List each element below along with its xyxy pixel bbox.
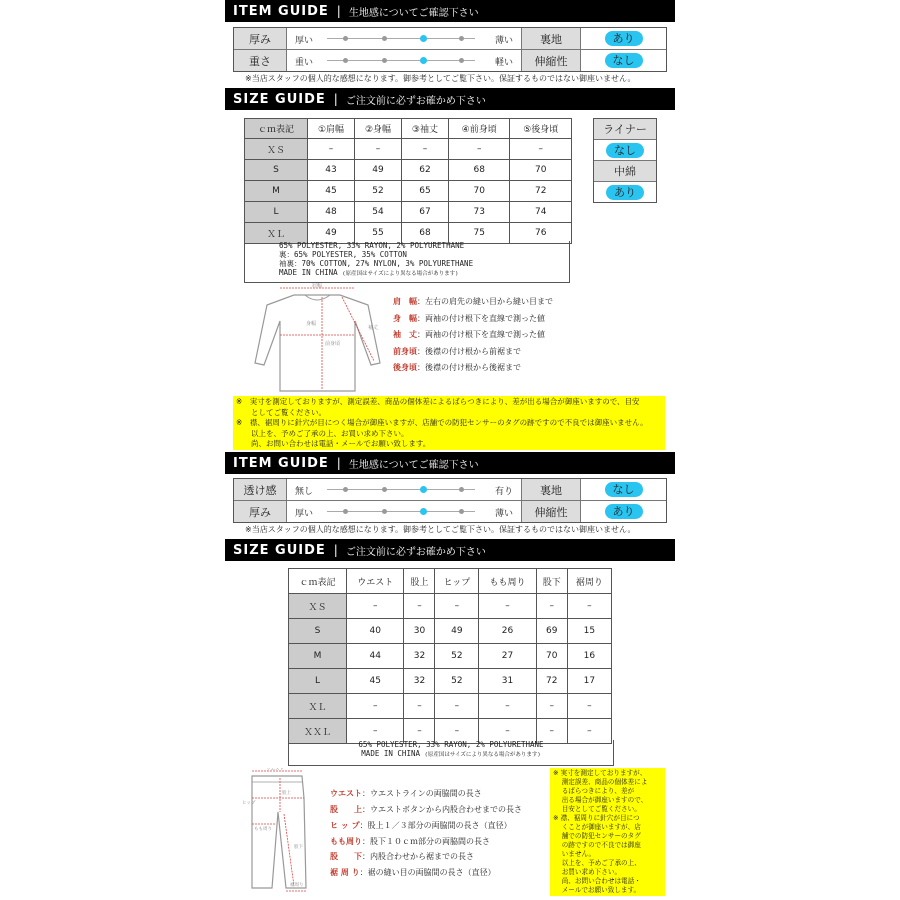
table-cell: 70 bbox=[510, 160, 572, 181]
table-cell: 67 bbox=[401, 202, 448, 223]
table-cell: 73 bbox=[448, 202, 510, 223]
table-cell: – bbox=[510, 139, 572, 160]
table-cell: – bbox=[401, 139, 448, 160]
scale-left-label: 無し bbox=[295, 487, 314, 497]
scale-dot bbox=[459, 36, 464, 41]
scale-line bbox=[327, 511, 475, 512]
item-guide-header-2 bbox=[225, 452, 675, 474]
scale-dot bbox=[343, 509, 348, 514]
caution-line: 以上を、予めご了承の上、お買い求め下さい。 bbox=[236, 428, 409, 438]
table-cell: 26 bbox=[479, 619, 536, 644]
bottom-size-table bbox=[288, 568, 612, 744]
size-guide-title: SIZE GUIDE bbox=[233, 91, 326, 107]
table-cell: 48 bbox=[308, 202, 355, 223]
table-cell: – bbox=[448, 139, 510, 160]
table-header-cell: ウエスト bbox=[347, 569, 404, 594]
table-cell: 45 bbox=[308, 181, 355, 202]
scale-right-label: 有り bbox=[494, 487, 513, 497]
caution-box bbox=[233, 396, 665, 450]
caution-line: ※ 実寸を測定しておりますが、 bbox=[553, 769, 647, 777]
header-separator: | bbox=[333, 543, 338, 557]
table-cell: – bbox=[479, 594, 536, 619]
size-label-cell: L bbox=[245, 202, 308, 223]
table-row bbox=[289, 594, 612, 619]
table-cell: 32 bbox=[404, 644, 435, 669]
size-label-cell: S bbox=[245, 160, 308, 181]
scale-dot bbox=[382, 509, 387, 514]
scale-dot bbox=[382, 36, 387, 41]
item-guide-header bbox=[225, 0, 675, 22]
legend-key: ウエスト bbox=[330, 789, 362, 798]
table-cell: 31 bbox=[479, 669, 536, 694]
table-cell: 52 bbox=[435, 669, 479, 694]
legend-item bbox=[330, 851, 474, 862]
table-cell: – bbox=[536, 594, 567, 619]
jacket-diagram bbox=[250, 283, 385, 395]
scale-dot bbox=[382, 487, 387, 492]
table-cell: 52 bbox=[435, 644, 479, 669]
guide-row bbox=[234, 50, 666, 71]
table-cell: 32 bbox=[404, 669, 435, 694]
scale-dot bbox=[343, 36, 348, 41]
table-cell: – bbox=[567, 719, 611, 744]
guide-scale bbox=[287, 50, 522, 71]
top-size-table bbox=[244, 118, 572, 244]
material-line bbox=[279, 268, 569, 279]
guide-row-label: 厚み bbox=[234, 501, 287, 522]
attr-value-cell bbox=[581, 28, 666, 49]
table-cell: – bbox=[567, 594, 611, 619]
table-header-cell: ｃｍ表記 bbox=[289, 569, 347, 594]
guide-row-label: 透け感 bbox=[234, 479, 287, 500]
size-label-cell: S bbox=[289, 619, 347, 644]
legend-item bbox=[393, 329, 545, 340]
padding-value-badge: あり bbox=[606, 185, 644, 200]
guide-row bbox=[234, 28, 666, 50]
table-cell: 70 bbox=[448, 181, 510, 202]
legend-item bbox=[330, 836, 490, 847]
caution-line: ※ 実寸を測定しておりますが、測定誤差、商品の個体差によるばらつきにより、差が出る場合が御座いますので、目安 bbox=[236, 397, 640, 406]
item-guide-title: ITEM GUIDE bbox=[233, 455, 329, 471]
legend-text: ：内股合わせから裾までの長さ bbox=[362, 852, 474, 861]
legend-key: 股 上 bbox=[330, 805, 362, 814]
table-cell: 15 bbox=[567, 619, 611, 644]
legend-text: ：後襟の付け根から後裾まで bbox=[417, 363, 521, 372]
table-header-row bbox=[245, 119, 572, 139]
table-cell: 65 bbox=[401, 181, 448, 202]
table-cell: 49 bbox=[308, 223, 355, 244]
inseam-label: 股下 bbox=[294, 845, 303, 850]
padding-label: 中綿 bbox=[594, 161, 656, 182]
caution-line: メールでお願い致します。 bbox=[553, 886, 641, 894]
scale-left-label: 厚い bbox=[295, 36, 314, 46]
hip-label: ヒップ bbox=[242, 801, 256, 806]
legend-item bbox=[330, 820, 512, 831]
table-cell: 70 bbox=[536, 644, 567, 669]
table-cell: 30 bbox=[404, 619, 435, 644]
origin-text: MADE IN CHINA bbox=[279, 268, 338, 277]
attr-value-badge: あり bbox=[605, 504, 643, 519]
table-cell: 68 bbox=[448, 160, 510, 181]
table-header-cell: 裾周り bbox=[567, 569, 611, 594]
table-cell: 54 bbox=[355, 202, 402, 223]
table-cell: 16 bbox=[567, 644, 611, 669]
legend-key: 袖 丈 bbox=[393, 330, 417, 339]
table-cell: 17 bbox=[567, 669, 611, 694]
table-cell: – bbox=[355, 139, 402, 160]
table-cell: 49 bbox=[355, 160, 402, 181]
legend-text: ：両袖の付け根下を直線で測った値 bbox=[417, 314, 545, 323]
caution-line: 尚、お問い合わせは電話・メールでお願い致します。 bbox=[236, 439, 431, 448]
table-cell: 76 bbox=[510, 223, 572, 244]
attr-value-badge: なし bbox=[605, 482, 643, 497]
table-row bbox=[289, 694, 612, 719]
table-cell: – bbox=[435, 694, 479, 719]
size-label-cell: ＸＸＬ bbox=[289, 719, 347, 744]
table-cell: – bbox=[404, 694, 435, 719]
item-guide-table bbox=[233, 27, 667, 72]
table-cell: – bbox=[404, 719, 435, 744]
table-header-cell: ヒップ bbox=[435, 569, 479, 594]
table-cell: – bbox=[567, 694, 611, 719]
table-cell: – bbox=[479, 719, 536, 744]
table-cell: 27 bbox=[479, 644, 536, 669]
table-cell: 72 bbox=[536, 669, 567, 694]
table-cell: 43 bbox=[308, 160, 355, 181]
size-label-cell: M bbox=[245, 181, 308, 202]
caution-line: ※ 襟、裾周りに針穴が目につ bbox=[553, 814, 640, 822]
material-line: 袖裏：70% COTTON, 27% NYLON, 3% POLYURETHANE bbox=[279, 259, 474, 268]
scale-dot bbox=[343, 487, 348, 492]
material-line: 裏：65% POLYESTER, 35% COTTON bbox=[279, 250, 407, 259]
attr-label: 裏地 bbox=[522, 28, 581, 49]
guide-scale bbox=[287, 501, 522, 522]
legend-text: ：両袖の付け根下を直線で測った値 bbox=[417, 330, 545, 339]
material-line: 65% POLYESTER, 33% RAYON, 2% POLYURETHANE bbox=[279, 241, 465, 250]
caution-line: 目安としてご覧ください。 bbox=[553, 805, 641, 813]
hem-label: 裾周り bbox=[290, 883, 304, 888]
caution-line: の跡ですので不良では御座 bbox=[553, 841, 641, 849]
header-separator: | bbox=[336, 4, 341, 18]
scale-left-label: 厚い bbox=[295, 509, 314, 519]
scale-right-label: 軽い bbox=[494, 58, 513, 68]
size-label-cell: ＸＳ bbox=[245, 139, 308, 160]
table-cell: – bbox=[347, 719, 404, 744]
caution-line: 出る場合が御座いますので、 bbox=[553, 796, 648, 804]
legend-item bbox=[393, 313, 545, 324]
size-guide-subtitle: ご注文前に必ずお確かめ下さい bbox=[345, 546, 486, 558]
header-separator: | bbox=[336, 456, 341, 470]
table-cell: – bbox=[308, 139, 355, 160]
table-header-cell: 股上 bbox=[404, 569, 435, 594]
liner-value-badge: なし bbox=[606, 143, 644, 158]
material-box bbox=[244, 241, 570, 283]
table-cell: – bbox=[347, 694, 404, 719]
size-guide-header bbox=[225, 88, 675, 110]
table-cell: 52 bbox=[355, 181, 402, 202]
scale-dot-selected bbox=[420, 57, 427, 64]
thigh-label: もも周り bbox=[254, 827, 272, 832]
table-header-cell: ⑤後身頃 bbox=[510, 119, 572, 139]
table-cell: 72 bbox=[510, 181, 572, 202]
body-label: 身幅 bbox=[306, 321, 317, 327]
waist-label: ウエスト bbox=[266, 768, 284, 772]
legend-text: ：股上１／３部分の両脇間の長さ（直径） bbox=[359, 821, 512, 830]
table-cell: 69 bbox=[536, 619, 567, 644]
caution-line: るばらつきにより、差が bbox=[553, 787, 635, 795]
legend-text: ：左右の肩先の縫い目から縫い目まで bbox=[417, 297, 553, 306]
material-line bbox=[289, 749, 613, 760]
scale-dot bbox=[343, 58, 348, 63]
legend-key: ヒ ッ プ bbox=[330, 821, 360, 830]
table-cell: 55 bbox=[355, 223, 402, 244]
attr-value-badge: あり bbox=[605, 31, 643, 46]
table-cell: 45 bbox=[347, 669, 404, 694]
table-cell: – bbox=[536, 719, 567, 744]
liner-label: ライナー bbox=[594, 119, 656, 140]
legend-key: 肩 幅 bbox=[393, 297, 417, 306]
table-header-cell: ②身幅 bbox=[355, 119, 402, 139]
legend-item bbox=[330, 788, 482, 799]
table-row bbox=[245, 202, 572, 223]
shoulder-label: 肩幅 bbox=[312, 283, 323, 289]
legend-text: ：股下１０ｃｍ部分の両脇間の長さ bbox=[362, 837, 490, 846]
material-box-2 bbox=[288, 740, 614, 766]
guide-row-label: 厚み bbox=[234, 28, 287, 49]
attr-value-cell bbox=[581, 501, 666, 522]
legend-text: ：ウエストボタンから内股合わせまでの長さ bbox=[362, 805, 522, 814]
caution-line: お買い求め下さい。 bbox=[553, 868, 622, 876]
size-label-cell: ＸＬ bbox=[245, 223, 308, 244]
table-cell: 75 bbox=[448, 223, 510, 244]
scale-line bbox=[327, 38, 475, 39]
staff-note: ※当店スタッフの個人的な感想になります。御参考としてご覧下さい。保証するものではない御座いません。 bbox=[245, 525, 636, 534]
caution-box-2 bbox=[550, 768, 665, 896]
item-guide-title: ITEM GUIDE bbox=[233, 3, 329, 19]
guide-row bbox=[234, 501, 666, 522]
table-header-cell: ③袖丈 bbox=[401, 119, 448, 139]
legend-item bbox=[393, 296, 553, 307]
caution-line: いません。 bbox=[553, 850, 596, 858]
legend-key: 股 下 bbox=[330, 852, 362, 861]
table-row bbox=[245, 160, 572, 181]
table-cell: – bbox=[479, 694, 536, 719]
caution-line: 測定誤差、商品の個体差によ bbox=[553, 778, 648, 786]
guide-scale bbox=[287, 479, 522, 500]
origin-note: (原産国はサイズにより異なる場合があります) bbox=[424, 752, 541, 758]
item-guide-table-2 bbox=[233, 478, 667, 523]
scale-line bbox=[327, 60, 475, 61]
legend-text: ：後襟の付け根から前裾まで bbox=[417, 347, 521, 356]
origin-text: MADE IN CHINA bbox=[361, 749, 420, 758]
item-guide-subtitle: 生地感についてご確認下さい bbox=[348, 7, 479, 19]
scale-dot-selected bbox=[420, 486, 427, 493]
size-guide-title: SIZE GUIDE bbox=[233, 542, 326, 558]
caution-line: 以上を、予めご了承の上、 bbox=[553, 859, 641, 867]
table-header-cell: もも周り bbox=[479, 569, 536, 594]
pants-diagram bbox=[240, 768, 320, 894]
guide-row bbox=[234, 479, 666, 501]
scale-line bbox=[327, 489, 475, 490]
caution-line: ※ 襟、裾周りに針穴が目につく場合が御座いますが、店舗での防犯センサーのタグの跡ですので不良では御座いません。 bbox=[236, 418, 648, 427]
size-label-cell: M bbox=[289, 644, 347, 669]
table-cell: – bbox=[435, 719, 479, 744]
liner-box bbox=[593, 118, 657, 203]
scale-dot bbox=[382, 58, 387, 63]
caution-line: くことが御座いますが、店 bbox=[553, 823, 641, 831]
legend-key: もも周り bbox=[330, 837, 362, 846]
header-separator: | bbox=[333, 92, 338, 106]
table-cell: 49 bbox=[435, 619, 479, 644]
legend-item bbox=[393, 346, 521, 357]
attr-value-badge: なし bbox=[605, 53, 643, 68]
attr-label: 伸縮性 bbox=[522, 50, 581, 71]
size-guide-header-2 bbox=[225, 539, 675, 561]
legend-item bbox=[393, 362, 521, 373]
item-guide-subtitle: 生地感についてご確認下さい bbox=[348, 459, 479, 471]
table-header-cell: ①肩幅 bbox=[308, 119, 355, 139]
scale-dot bbox=[459, 58, 464, 63]
table-cell: 62 bbox=[401, 160, 448, 181]
padding-value-cell bbox=[594, 182, 656, 202]
table-cell: 74 bbox=[510, 202, 572, 223]
origin-note: (原産国はサイズにより異なる場合があります) bbox=[342, 271, 459, 277]
scale-dot-selected bbox=[420, 35, 427, 42]
table-cell: – bbox=[435, 594, 479, 619]
legend-key: 前身頃 bbox=[393, 347, 417, 356]
legend-key: 後身頃 bbox=[393, 363, 417, 372]
size-label-cell: ＸＬ bbox=[289, 694, 347, 719]
table-row bbox=[245, 181, 572, 202]
caution-line: 尚、お問い合わせは電話・ bbox=[553, 877, 641, 885]
table-header-cell: ④前身頃 bbox=[448, 119, 510, 139]
staff-note: ※当店スタッフの個人的な感想になります。御参考としてご覧下さい。保証するものではない御座いません。 bbox=[245, 74, 636, 83]
table-cell: 68 bbox=[401, 223, 448, 244]
table-row bbox=[289, 619, 612, 644]
attr-label: 伸縮性 bbox=[522, 501, 581, 522]
material-line: 65% POLYESTER, 33% RAYON, 2% POLYURETHANE bbox=[358, 740, 544, 749]
table-cell: 40 bbox=[347, 619, 404, 644]
scale-right-label: 薄い bbox=[494, 509, 513, 519]
size-guide-subtitle: ご注文前に必ずお確かめ下さい bbox=[345, 95, 486, 107]
scale-dot bbox=[459, 509, 464, 514]
table-cell: 44 bbox=[347, 644, 404, 669]
size-label-cell: L bbox=[289, 669, 347, 694]
legend-text: ：ウエストラインの両脇間の長さ bbox=[362, 789, 482, 798]
size-label-cell: ＸＳ bbox=[289, 594, 347, 619]
table-cell: – bbox=[347, 594, 404, 619]
attr-value-cell bbox=[581, 50, 666, 71]
rise-label: 股上 bbox=[282, 791, 291, 796]
legend-key: 身 幅 bbox=[393, 314, 417, 323]
table-row bbox=[289, 669, 612, 694]
caution-line: としてご覧ください。 bbox=[236, 407, 326, 417]
table-header-cell: ｃｍ表記 bbox=[245, 119, 308, 139]
attr-label: 裏地 bbox=[522, 479, 581, 500]
table-cell: – bbox=[536, 694, 567, 719]
table-row bbox=[289, 644, 612, 669]
legend-key: 裾 周 り bbox=[330, 868, 360, 877]
table-header-row bbox=[289, 569, 612, 594]
scale-right-label: 薄い bbox=[494, 36, 513, 46]
table-header-cell: 股下 bbox=[536, 569, 567, 594]
guide-scale bbox=[287, 28, 522, 49]
legend-text: ：裾の縫い目の両脇間の長さ（直径） bbox=[359, 868, 496, 877]
legend-item bbox=[330, 804, 522, 815]
caution-line: 舗での防犯センサーのタグ bbox=[553, 832, 641, 840]
legend-item bbox=[330, 867, 496, 878]
scale-left-label: 重い bbox=[295, 58, 314, 68]
front-label: 前身頃 bbox=[325, 341, 341, 347]
scale-dot-selected bbox=[420, 508, 427, 515]
table-row bbox=[245, 139, 572, 160]
table-cell: – bbox=[404, 594, 435, 619]
liner-value-cell bbox=[594, 140, 656, 161]
guide-row-label: 重さ bbox=[234, 50, 287, 71]
sleeve-label: 袖丈 bbox=[368, 325, 379, 331]
scale-dot bbox=[459, 487, 464, 492]
attr-value-cell bbox=[581, 479, 666, 500]
